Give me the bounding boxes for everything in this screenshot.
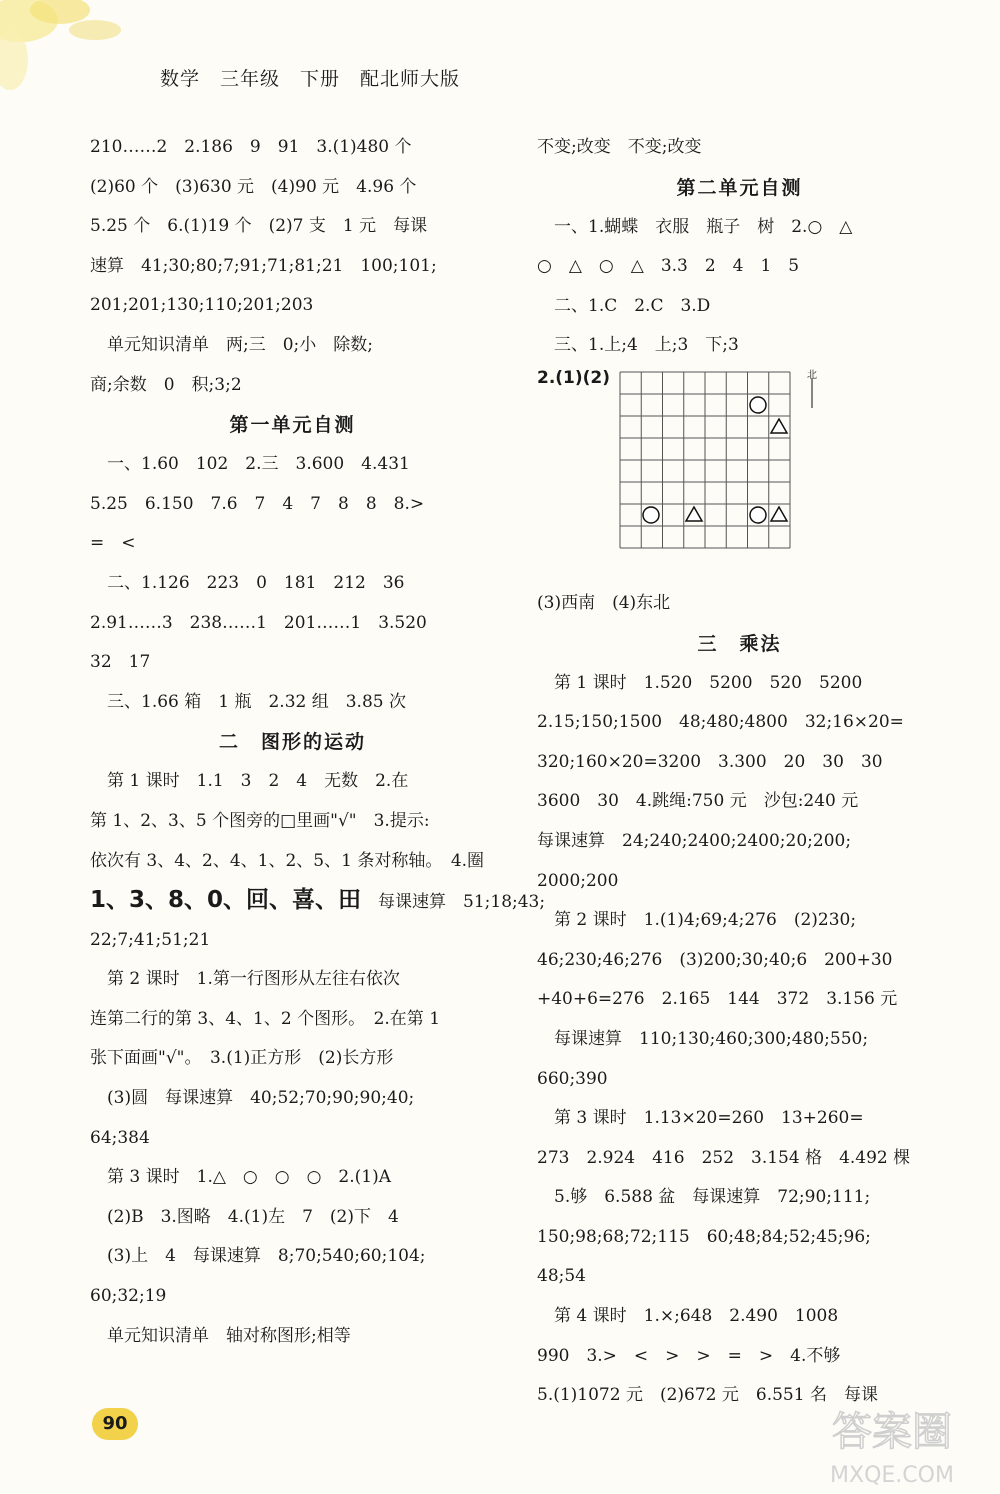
answer-line: 第 1、2、3、5 个图旁的□里画"√" 3.提示: [90,810,430,831]
answer-line: 速算 41;30;80;7;91;71;81;21 100;101; [90,255,437,276]
circle-mark [643,507,659,523]
answer-line: 一、1.60 102 2.三 3.600 4.431 [90,454,410,475]
answer-line: 每课速算 24;240;2400;2400;20;200; [537,830,852,851]
answer-line: 46;230;46;276 (3)200;30;40;6 200+30 [537,949,893,970]
grid-question-label: 2.(1)(2) [537,367,611,388]
section-title: 第一单元自测 [229,414,356,437]
answer-line: 2.15;150;1500 48;480;4800 32;16×20= [537,712,904,733]
answer-line: 依次有 3、4、2、4、1、2、5、1 条对称轴。 4.圈 [90,850,485,871]
triangle-mark [686,507,702,521]
section-title: 二 图形的运动 [218,731,366,754]
answer-line: 第 4 课时 1.×;648 2.490 1008 [537,1306,839,1327]
answer-line: 2.91……3 238……1 201……1 3.520 [90,612,427,633]
answer-line: 3600 30 4.跳绳:750 元 沙包:240 元 [537,791,859,812]
answer-line: 第 1 课时 1.1 3 2 4 无数 2.在 [90,771,409,792]
section-title: 第二单元自测 [676,176,803,199]
answer-line: (3)上 4 每课速算 8;70;540;60;104; [90,1246,426,1267]
watermark-logo [792,1400,992,1490]
answer-line: 5.够 6.588 盆 每课速算 72;90;111; [537,1187,871,1208]
answer-line: 273 2.924 416 252 3.154 格 4.492 棵 [537,1147,911,1168]
answer-line: 320;160×20=3200 3.300 20 30 30 [537,751,883,772]
flower-decoration [0,0,140,110]
grid-figure [537,366,942,584]
answer-line: (3)圆 每课速算 40;52;70;90;90;40; [90,1088,415,1109]
answer-line: 60;32;19 [90,1286,167,1307]
answer-line: 第 3 课时 1.△ ○ ○ ○ 2.(1)A [90,1167,391,1188]
right-column [537,128,942,1416]
answer-line: 每课速算 110;130;460;300;480;550; [537,1028,869,1049]
answer-line: 一、1.蝴蝶 衣服 瓶子 树 2.○ △ [537,216,853,237]
answer-line: 48;54 [537,1266,586,1287]
circle-mark [750,397,766,413]
position-grid [620,372,820,554]
answer-line: 第 3 课时 1.13×20=260 13+260= [537,1108,864,1129]
answer-line: 2000;200 [537,870,619,891]
page-number: 90 [92,1408,138,1440]
watermark-domain: MXQE.COM [830,1463,954,1488]
answer-line: 660;390 [537,1068,608,1089]
circled-figures: 1、3、8、0、回、喜、田 [90,887,362,914]
answer-line: 商;余数 0 积;3;2 [90,374,242,395]
answer-line: = < [90,533,136,554]
left-column [90,128,546,1356]
answer-line: 张下面画"√"。 3.(1)正方形 (2)长方形 [90,1048,394,1069]
watermark-text: 答案圈 [832,1409,952,1455]
answer-line: (3)西南 (4)东北 [537,592,671,613]
answer-text: 每课速算 51;18;43; [361,892,546,913]
triangle-mark [771,419,787,433]
answer-line: ○ △ ○ △ 3.3 2 4 1 5 [537,256,800,277]
answer-line: 不变;改变 不变;改变 [537,137,702,157]
answer-line: +40+6=276 2.165 144 372 3.156 元 [537,989,898,1010]
answer-line: 5.25 6.150 7.6 7 4 7 8 8 8.> [90,493,425,514]
answer-line: 二、1.126 223 0 181 212 36 [90,572,405,593]
circle-mark [750,507,766,523]
answer-line: 第 1 课时 1.520 5200 520 5200 [537,672,863,693]
answer-line: 三、1.66 箱 1 瓶 2.32 组 3.85 次 [90,691,406,712]
answer-line: 单元知识清单 轴对称图形;相等 [90,1325,351,1346]
answer-line: 三、1.上;4 上;3 下;3 [537,335,739,356]
north-label: 北 [807,369,817,381]
north-arrow-icon [809,378,815,408]
answer-line: 22;7;41;51;21 [90,929,211,950]
answer-line: 连第二行的第 3、4、1、2 个图形。 2.在第 1 [90,1008,441,1029]
section-title: 三 乘法 [697,632,782,655]
triangle-mark [771,507,787,521]
answer-line: 单元知识清单 两;三 0;小 除数; [90,334,373,355]
answer-line: 32 17 [90,652,151,673]
answer-line: 5.(1)1072 元 (2)672 元 6.551 名 每课 [537,1385,878,1406]
answer-line: (2)B 3.图略 4.(1)左 7 (2)下 4 [90,1206,399,1227]
answer-line: 64;384 [90,1127,150,1148]
answer-line: 第 2 课时 1.第一行图形从左往右依次 [90,969,400,990]
answer-line [90,881,546,921]
answer-line: 二、1.C 2.C 3.D [537,295,711,316]
answer-line: 5.25 个 6.(1)19 个 (2)7 支 1 元 每课 [90,216,428,237]
answer-line: 210……2 2.186 9 91 3.(1)480 个 [90,137,412,157]
answer-line: 990 3.> < > > = > 4.不够 [537,1345,841,1366]
answer-line: 第 2 课时 1.(1)4;69;4;276 (2)230; [537,910,857,931]
answer-line: (2)60 个 (3)630 元 (4)90 元 4.96 个 [90,176,417,197]
answer-line: 150;98;68;72;115 60;48;84;52;45;96; [537,1226,871,1247]
answer-line: 201;201;130;110;201;203 [90,295,314,316]
page-header: 数学 三年级 下册 配北师大版 [160,68,461,90]
